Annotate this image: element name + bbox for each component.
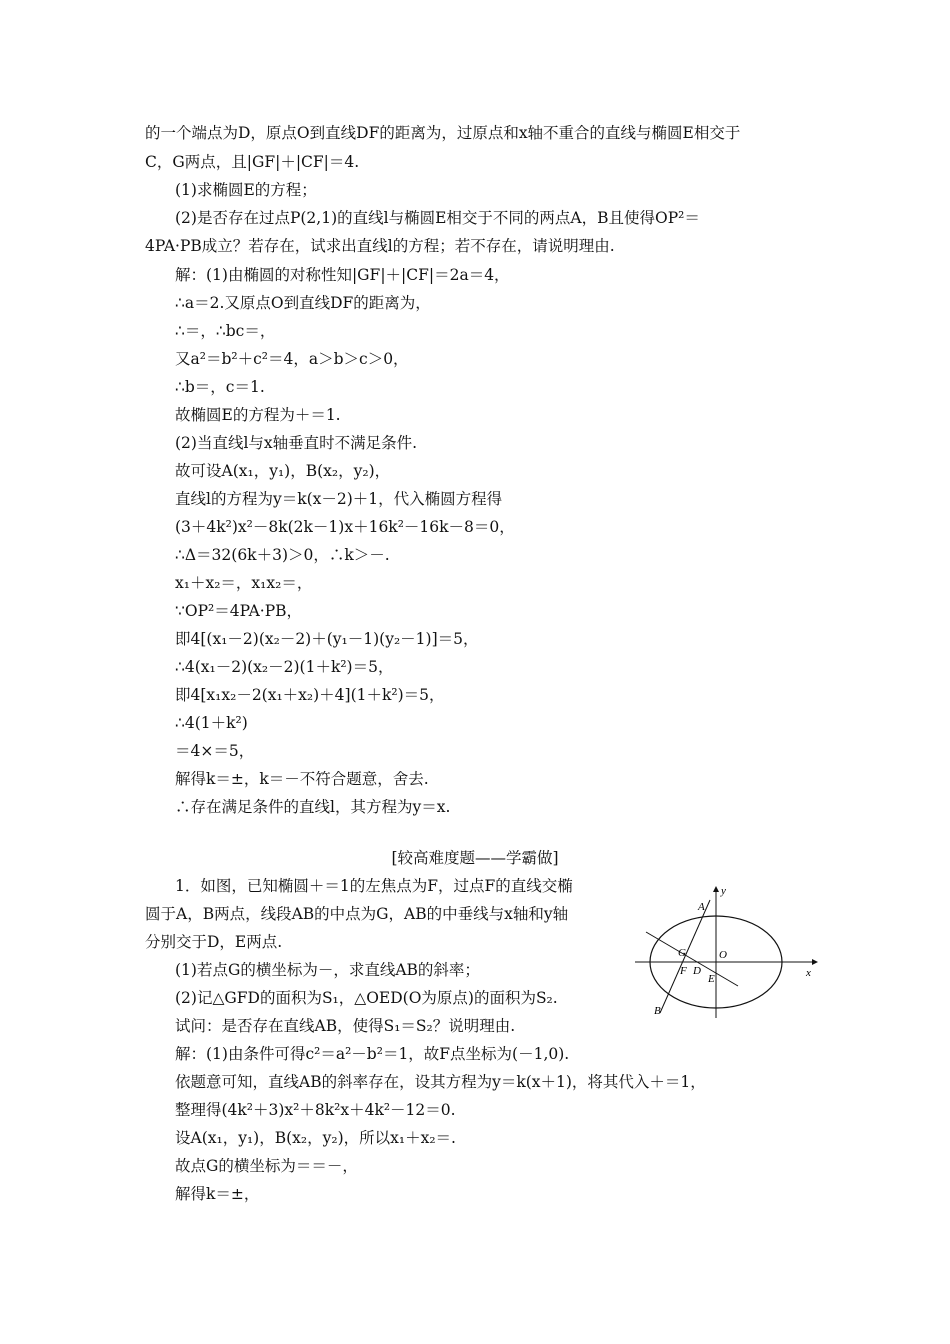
x-axis-arrow bbox=[812, 959, 818, 965]
text-line: (3＋4k²)x²－8k(2k－1)x＋16k²－16k－8＝0， bbox=[175, 518, 515, 536]
label-g: G bbox=[678, 947, 686, 959]
label-y: y bbox=[721, 885, 726, 897]
text-line: (1)若点G的横坐标为－，求直线AB的斜率； bbox=[175, 961, 480, 979]
text-line: 解：(1)由条件可得c²＝a²－b²＝1，故F点坐标为(－1,0). bbox=[175, 1045, 570, 1063]
text-line: ∴4(1＋k²) bbox=[175, 714, 248, 732]
text-line: x₁＋x₂＝，x₁x₂＝， bbox=[175, 574, 313, 592]
label-a: A bbox=[698, 901, 705, 913]
text-line: 解得k＝±，k＝－不符合题意，舍去. bbox=[175, 770, 429, 788]
text-line: 试问：是否存在直线AB，使得S₁＝S₂？说明理由. bbox=[175, 1017, 516, 1035]
text-line: ∵OP²＝4PA·PB， bbox=[175, 602, 303, 620]
text-line: 故可设A(x₁，y₁)，B(x₂，y₂)， bbox=[175, 462, 391, 480]
label-d: D bbox=[693, 965, 701, 977]
text-line: 解得k＝±， bbox=[175, 1185, 260, 1203]
text-line: 故椭圆E的方程为＋＝1. bbox=[175, 406, 341, 424]
text-line: 的一个端点为D，原点O到直线DF的距离为，过原点和x轴不重合的直线与椭圆E相交于 bbox=[145, 124, 741, 142]
label-o: O bbox=[719, 949, 727, 961]
text-line: 解：(1)由椭圆的对称性知|GF|＋|CF|＝2a＝4， bbox=[175, 266, 510, 284]
text-line: ∴Δ＝32(6k＋3)＞0，∴k＞－. bbox=[175, 546, 390, 564]
text-line: ∴＝，∴bc＝， bbox=[175, 322, 276, 340]
text-line: C，G两点，且|GF|＋|CF|＝4. bbox=[145, 153, 360, 171]
text-line: (2)记△GFD的面积为S₁，△OED(O为原点)的面积为S₂. bbox=[175, 989, 558, 1007]
text-line: 即4[x₁x₂－2(x₁＋x₂)＋4](1＋k²)＝5， bbox=[175, 686, 445, 704]
text-line: ∴存在满足条件的直线l，其方程为y＝x. bbox=[175, 798, 451, 816]
text-line: [较高难度题——学霸做] bbox=[391, 849, 559, 867]
text-line: 整理得(4k²＋3)x²＋8k²x＋4k²－12＝0. bbox=[175, 1101, 456, 1119]
text-line: (1)求椭圆E的方程； bbox=[175, 181, 317, 199]
label-e: E bbox=[708, 973, 715, 985]
text-line: 圆于A，B两点，线段AB的中点为G，AB的中垂线与x轴和y轴 bbox=[145, 905, 569, 923]
text-line: 依题意可知，直线AB的斜率存在，设其方程为y＝k(x＋1)，将其代入＋＝1， bbox=[175, 1073, 706, 1091]
text-line: ＝4×＝5， bbox=[175, 742, 255, 760]
text-line: 设A(x₁，y₁)，B(x₂，y₂)，所以x₁＋x₂＝. bbox=[175, 1129, 456, 1147]
text-line: 直线l的方程为y＝k(x－2)＋1，代入椭圆方程得 bbox=[175, 490, 503, 508]
label-f: F bbox=[680, 965, 687, 977]
text-line: (2)是否存在过点P(2,1)的直线l与椭圆E相交于不同的两点A，B且使得OP²＝ bbox=[175, 209, 700, 227]
text-line: 即4[(x₁－2)(x₂－2)＋(y₁－1)(y₂－1)]＝5， bbox=[175, 630, 479, 648]
y-axis-arrow bbox=[713, 886, 719, 892]
text-line: ∴4(x₁－2)(x₂－2)(1＋k²)＝5， bbox=[175, 658, 394, 676]
text-line: 分别交于D，E两点. bbox=[145, 933, 283, 951]
label-x: x bbox=[806, 967, 811, 979]
ellipse-figure bbox=[630, 880, 820, 1020]
label-b: B bbox=[654, 1005, 661, 1017]
text-line: (2)当直线l与x轴垂直时不满足条件. bbox=[175, 434, 418, 452]
text-line: 1．如图，已知椭圆＋＝1的左焦点为F，过点F的直线交椭 bbox=[175, 877, 573, 895]
text-line: ∴b＝，c＝1. bbox=[175, 378, 265, 396]
text-line: 故点G的横坐标为＝＝－， bbox=[175, 1157, 358, 1175]
text-line: ∴a＝2.又原点O到直线DF的距离为， bbox=[175, 294, 431, 312]
text-line: 4PA·PB成立？若存在，试求出直线l的方程；若不存在，请说明理由. bbox=[145, 237, 615, 255]
text-line: 又a²＝b²＋c²＝4，a＞b＞c＞0， bbox=[175, 350, 409, 368]
